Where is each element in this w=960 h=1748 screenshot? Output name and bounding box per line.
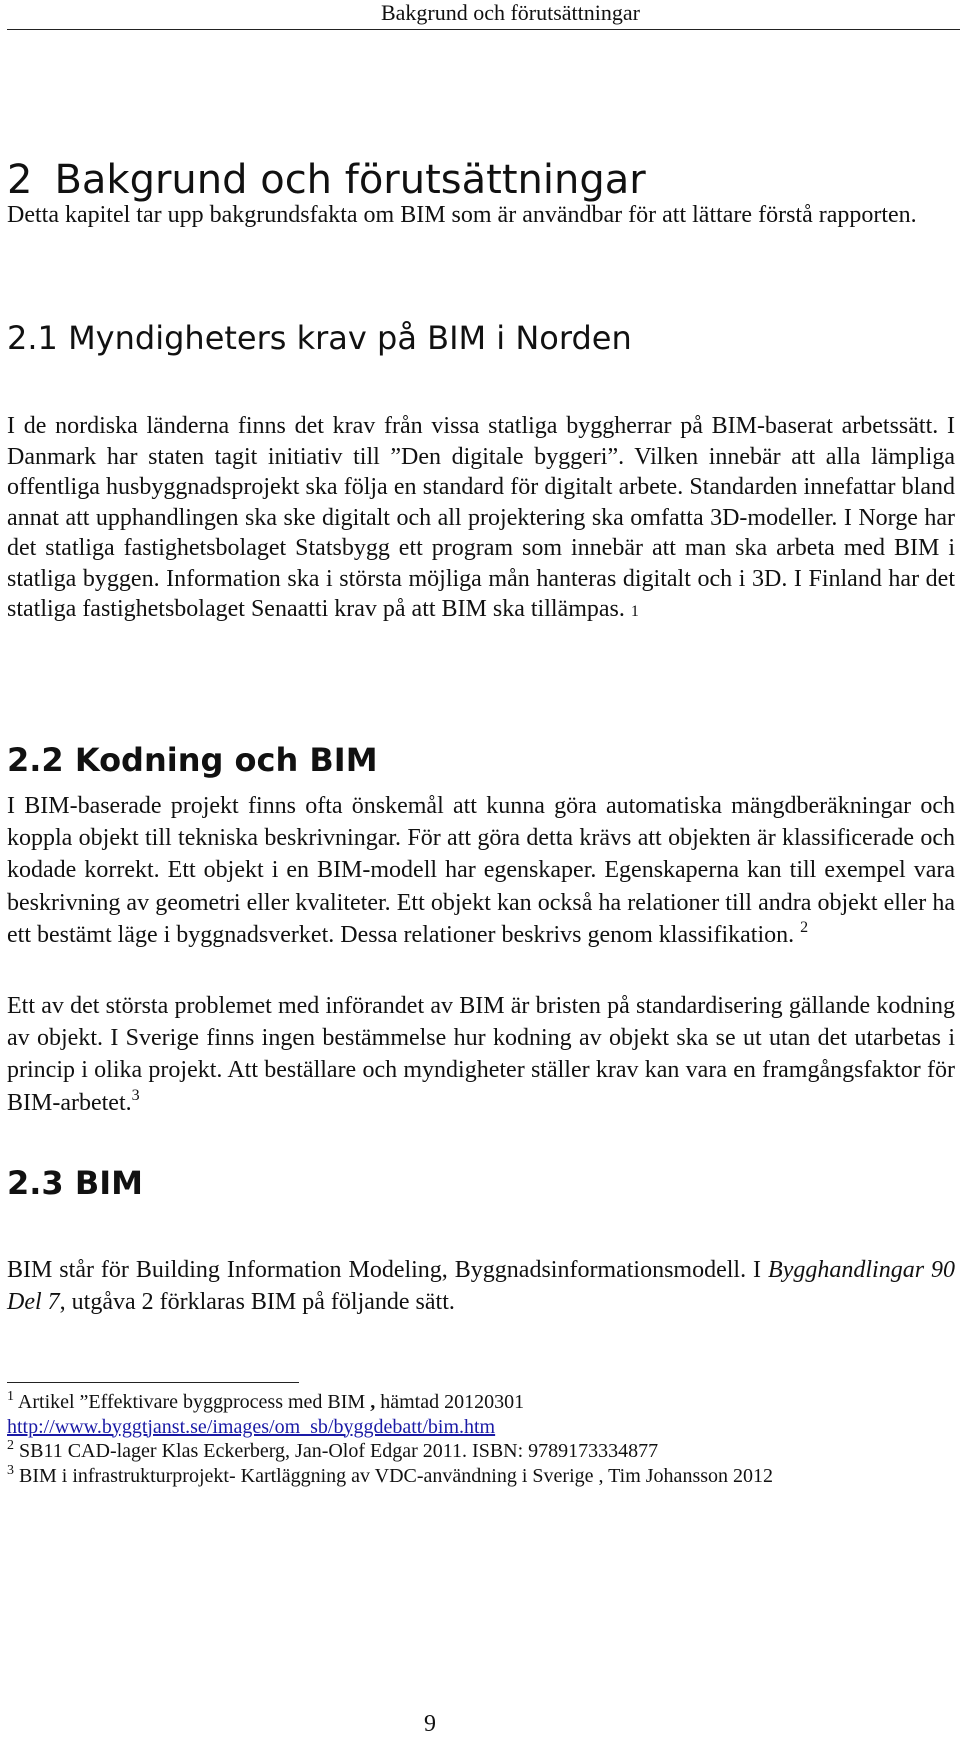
footnote-link[interactable]: http://www.byggtjanst.se/images/om_sb/byggdebatt/bim.htm	[7, 1415, 496, 1438]
footnote-number: 1	[7, 1389, 14, 1404]
footnote-number: 2	[7, 1438, 14, 1453]
footnote-3	[7, 1464, 955, 1489]
footnote-ref-1[interactable]: 1	[630, 603, 639, 620]
footnote-text: Artikel ”Effektivare byggprocess med BIM	[17, 1391, 366, 1413]
footnote-1-link-line	[7, 1415, 955, 1440]
italic-title: Bygghandlingar 90 Del 7	[7, 1257, 956, 1316]
section-2-2-paragraph-2	[7, 990, 955, 1119]
chapter-title: Bakgrund och förutsättningar	[54, 157, 646, 203]
footnote-text: SB11 CAD-lager Klas Eckerberg, Jan-Olof Edgar 2011. ISBN: 9789173334877	[19, 1440, 659, 1462]
section-heading-2-1: 2.1 Myndigheters krav på BIM i Norden	[7, 319, 632, 357]
footnote-text-bold: ,	[365, 1391, 376, 1413]
running-header: Bakgrund och förutsättningar	[380, 0, 640, 25]
footnote-ref-2[interactable]: 2	[800, 918, 809, 936]
footnote-1	[7, 1390, 955, 1415]
footnote-ref-3[interactable]: 3	[131, 1086, 140, 1104]
section-2-2-paragraph-1	[7, 790, 955, 951]
paragraph-text: I de nordiska länderna finns det krav från vissa statliga byggherrar på BIM-baserat arbetssätt. I Danmark har staten tagit initiativ till ”Den digitale byggeri”. Vilken innebär att alla lämpliga offentliga husbyggnadsprojekt ska följa en standard för digitalt arbete. Standarden innefattar bland annat att upphandlingen ska ske digitalt och all projektering ska omfatta 3D-modeller. I Norge har det statliga fastighetsbolaget Statsbygg ett program som innebär att man ska arbeta med BIM i statliga byggen. Information ska i största möjliga mån hanteras digitalt och i 3D. I Finland har det statliga fastighetsbolaget Senaatti krav på att BIM ska tillämpas.	[7, 413, 955, 622]
footnote-text: BIM i infrastrukturprojekt- Kartläggning av VDC-användning i Sverige , Tim Johansson 2012	[19, 1464, 774, 1487]
header-rule	[7, 29, 960, 30]
section-heading-2-3: 2.3 BIM	[7, 1164, 143, 1202]
footnote-number: 3	[7, 1462, 14, 1478]
section-2-1-paragraph	[7, 411, 955, 628]
paragraph-text: I BIM-baserade projekt finns ofta önskemål att kunna göra automatiska mängdberäkningar och koppla objekt till tekniska beskrivningar. För att göra detta krävs att objekten är klassificerade och kodade korrekt. Ett objekt i en BIM-modell har egenskaper. Egenskaperna kan till exempel vara beskrivning av geometri eller kvaliteter. Ett objekt kan också ha relationer till andra objekt eller ha ett bestämt läge i byggnadsverket. Dessa relationer beskrivs genom klassifikation.	[7, 793, 955, 948]
section-2-3-paragraph	[7, 1254, 955, 1318]
page-number: 9	[424, 1711, 436, 1737]
footnote-separator	[7, 1382, 299, 1383]
paragraph-text: Ett av det största problemet med införandet av BIM är bristen på standardisering gällande kodning av objekt. I Sverige finns ingen bestämmelse hur kodning av objekt ska se ut utan det utarbetas i princip i olika projekt. Att beställare och myndigheter ställer krav kan vara en framgångsfaktor för BIM-arbetet.	[7, 993, 955, 1116]
paragraph-text: BIM står för Building Information Modeling, Byggnadsinformationsmodell. I	[7, 1257, 762, 1283]
chapter-heading	[7, 156, 646, 204]
footnote-2	[7, 1439, 955, 1464]
section-heading-2-2: 2.2 Kodning och BIM	[7, 741, 378, 779]
footnotes	[7, 1390, 955, 1488]
chapter-intro: Detta kapitel tar upp bakgrundsfakta om BIM som är användbar för att lättare förstå rapporten.	[7, 202, 917, 228]
footnote-text-end: hämtad 20120301	[375, 1391, 525, 1413]
paragraph-text-end: , utgåva 2 förklaras BIM på följande sätt.	[59, 1289, 455, 1316]
chapter-number: 2	[7, 157, 33, 203]
